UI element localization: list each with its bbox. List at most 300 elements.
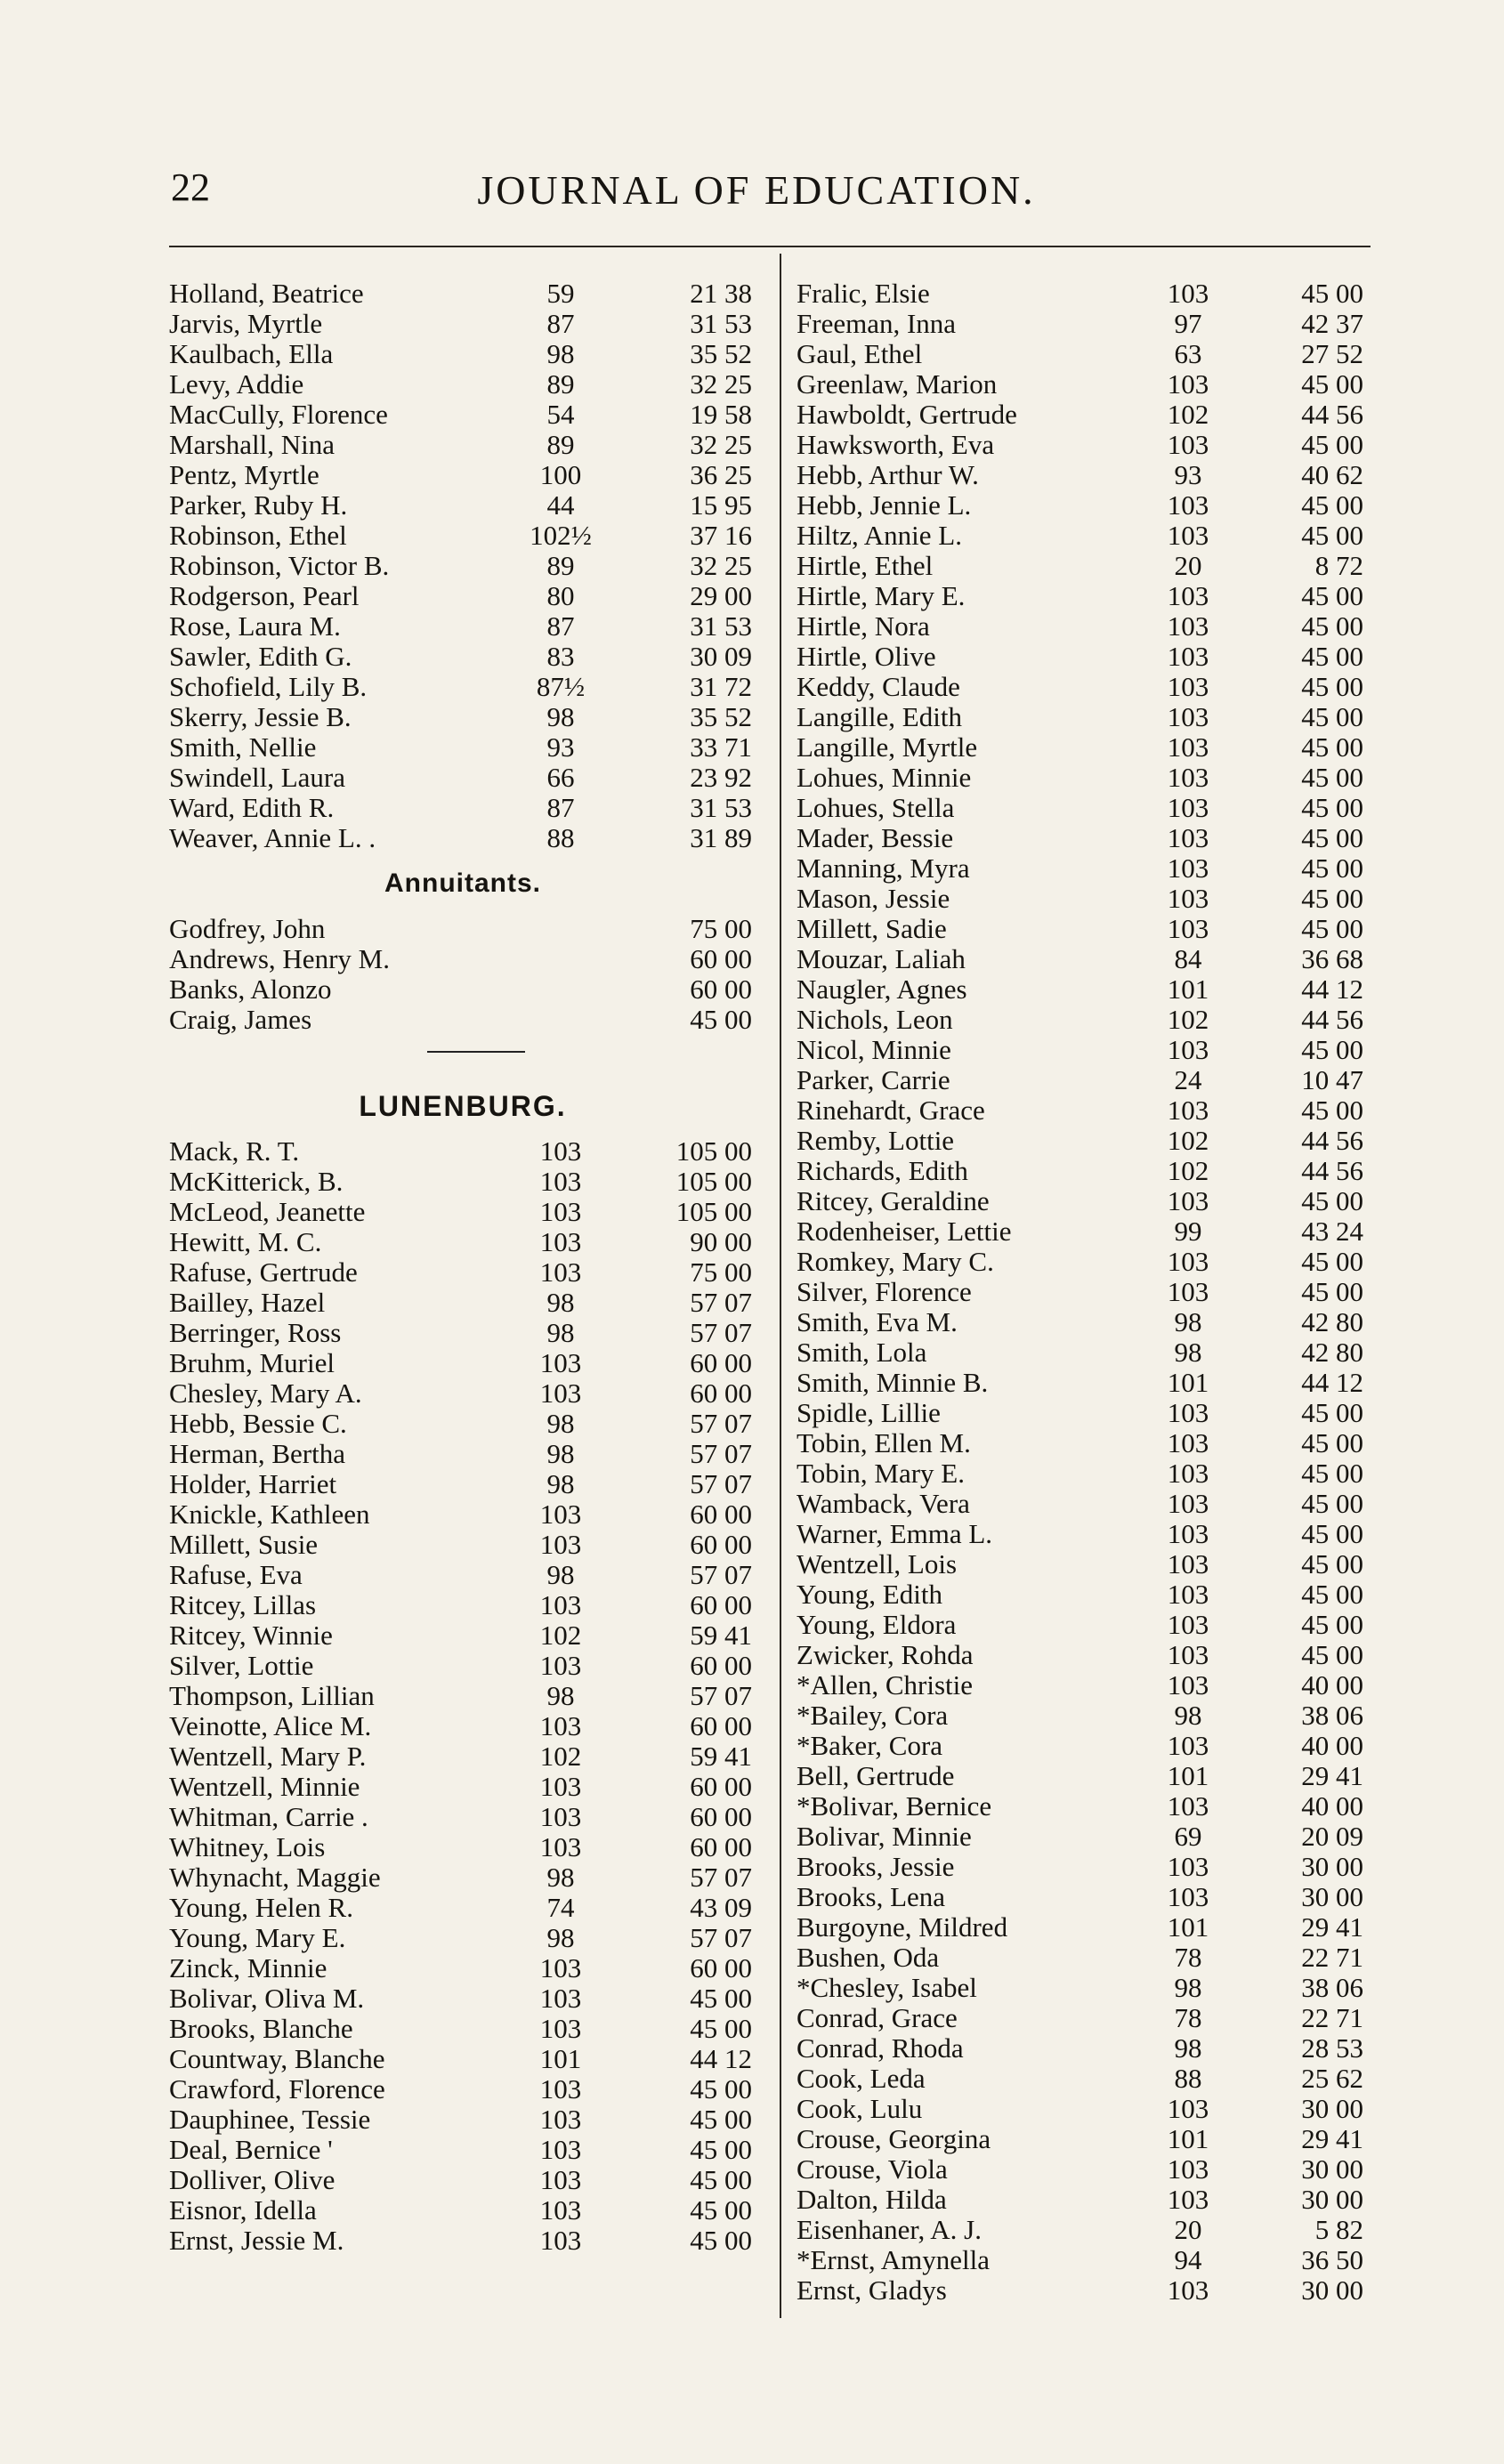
list-item (788, 1095, 1366, 1126)
days-taught: 103 (1167, 429, 1209, 460)
teacher-name: Nichols, Leon (796, 1004, 953, 1035)
list-item (788, 2185, 1366, 2215)
teacher-name: Brooks, Lena (796, 1881, 946, 1912)
list-item (160, 521, 765, 551)
days-taught: 103 (539, 1831, 582, 1862)
teacher-name: Hirtle, Nora (796, 610, 930, 642)
list-item (788, 2154, 1366, 2185)
list-item (160, 460, 765, 490)
days-taught: 87½ (536, 671, 586, 702)
amount-paid: 45 00 (690, 1004, 752, 1035)
amount-paid: 90 00 (690, 1226, 752, 1257)
teacher-name: Mader, Bessie (796, 822, 954, 853)
teacher-name: Richards, Edith (796, 1155, 968, 1186)
amount-paid: 45 00 (1301, 883, 1363, 914)
list-item (160, 1378, 765, 1409)
amount-paid: 57 07 (690, 1287, 752, 1318)
amount-paid: 45 00 (690, 2225, 752, 2256)
list-item (160, 1499, 765, 1530)
list-item (160, 2014, 765, 2044)
teacher-name: Rafuse, Eva (169, 1559, 303, 1590)
list-item (160, 2226, 765, 2256)
amount-paid: 30 00 (1301, 2184, 1363, 2215)
amount-paid: 45 00 (1301, 1397, 1363, 1428)
days-taught: 103 (1167, 1095, 1209, 1126)
teacher-name: Hirtle, Mary E. (796, 580, 966, 611)
right-list (788, 279, 1366, 2306)
amount-paid: 30 00 (1301, 1851, 1363, 1882)
running-title: JOURNAL OF EDUCATION. (477, 167, 1036, 213)
list-item (160, 1681, 765, 1711)
amount-paid: 45 00 (1301, 278, 1363, 309)
list-item (160, 309, 765, 339)
days-taught: 88 (1174, 2063, 1202, 2094)
days-taught: 103 (1167, 1579, 1209, 1610)
teacher-name: Ritcey, Lillas (169, 1589, 317, 1620)
days-taught: 94 (1174, 2244, 1202, 2275)
teacher-name: Ritcey, Geraldine (796, 1185, 990, 1216)
days-taught: 98 (546, 1438, 575, 1469)
list-item (788, 521, 1366, 551)
list-item (788, 1912, 1366, 1943)
days-taught: 103 (539, 1226, 582, 1257)
teacher-name: Conrad, Rhoda (796, 2032, 964, 2064)
amount-paid: 45 00 (690, 2194, 752, 2226)
amount-paid: 45 00 (1301, 913, 1363, 944)
amount-paid: 60 00 (690, 1771, 752, 1802)
list-item (160, 490, 765, 521)
days-taught: 103 (1167, 1488, 1209, 1519)
days-taught: 103 (1167, 1790, 1209, 1822)
days-taught: 103 (1167, 822, 1209, 853)
list-item (788, 2124, 1366, 2154)
list-item (160, 369, 765, 400)
days-taught: 99 (1174, 1216, 1202, 1247)
days-taught: 102½ (530, 520, 592, 551)
list-item (160, 2195, 765, 2226)
amount-paid: 36 68 (1301, 943, 1363, 974)
amount-paid: 31 72 (690, 671, 752, 702)
amount-paid: 45 00 (1301, 1185, 1363, 1216)
list-item (788, 823, 1366, 853)
amount-paid: 60 00 (690, 1831, 752, 1862)
teacher-name: Conrad, Grace (796, 2002, 958, 2033)
days-taught: 101 (1167, 1760, 1209, 1791)
list-item (788, 1761, 1366, 1791)
days-taught: 103 (1167, 1427, 1209, 1458)
amount-paid: 23 92 (690, 762, 752, 793)
list-item (160, 914, 765, 944)
days-taught: 103 (1167, 671, 1209, 702)
teacher-name: Whynacht, Maggie (169, 1862, 381, 1893)
teacher-name: Pentz, Myrtle (169, 459, 319, 490)
teacher-name: Lohues, Stella (796, 792, 955, 823)
teacher-name: Warner, Emma L. (796, 1518, 993, 1549)
list-item (788, 2003, 1366, 2033)
days-taught: 103 (1167, 913, 1209, 944)
list-item (788, 1126, 1366, 1156)
amount-paid: 27 52 (1301, 338, 1363, 369)
amount-paid: 40 00 (1301, 1790, 1363, 1822)
teacher-name: Dolliver, Olive (169, 2164, 336, 2195)
teacher-name: Sawler, Edith G. (169, 641, 352, 672)
teacher-name: Banks, Alonzo (169, 973, 332, 1005)
amount-paid: 42 37 (1301, 308, 1363, 339)
amount-paid: 45 00 (1301, 1518, 1363, 1549)
amount-paid: 44 56 (1301, 1004, 1363, 1035)
left-column (160, 279, 765, 2256)
amount-paid: 60 00 (690, 1529, 752, 1560)
teacher-name: Mouzar, Laliah (796, 943, 966, 974)
amount-paid: 45 00 (1301, 762, 1363, 793)
teacher-name: Parker, Carrie (796, 1064, 950, 1095)
days-taught: 101 (1167, 1911, 1209, 1943)
teacher-name: Parker, Ruby H. (169, 489, 348, 521)
list-item (788, 1005, 1366, 1035)
days-taught: 20 (1174, 550, 1202, 581)
teacher-name: Bruhm, Muriel (169, 1347, 335, 1378)
list-item (160, 2044, 765, 2074)
list-item (788, 1035, 1366, 1065)
amount-paid: 43 24 (1301, 1216, 1363, 1247)
amount-paid: 45 00 (1301, 822, 1363, 853)
amount-paid: 57 07 (690, 1922, 752, 1953)
list-item (788, 1701, 1366, 1731)
teacher-name: Brooks, Blanche (169, 2013, 353, 2044)
amount-paid: 42 80 (1301, 1337, 1363, 1368)
teacher-name: Deal, Bernice ' (169, 2134, 333, 2165)
amount-paid: 45 00 (1301, 792, 1363, 823)
teacher-name: Millett, Sadie (796, 913, 947, 944)
list-item (788, 1882, 1366, 1912)
list-item (160, 1983, 765, 2014)
list-item (788, 1791, 1366, 1822)
amount-paid: 45 00 (1301, 1034, 1363, 1065)
amount-paid: 60 00 (690, 973, 752, 1005)
days-taught: 103 (1167, 2093, 1209, 2124)
teacher-name: Fralic, Elsie (796, 278, 930, 309)
days-taught: 102 (1167, 399, 1209, 430)
list-item (788, 944, 1366, 974)
amount-paid: 60 00 (690, 1801, 752, 1832)
amount-paid: 45 00 (1301, 1427, 1363, 1458)
days-taught: 103 (1167, 1881, 1209, 1912)
list-item (788, 1428, 1366, 1458)
amount-paid: 38 06 (1301, 1700, 1363, 1731)
list-item (788, 1852, 1366, 1882)
list-item (160, 702, 765, 732)
days-taught: 44 (546, 489, 575, 521)
amount-paid: 45 00 (690, 2073, 752, 2104)
teacher-name: Bell, Gertrude (796, 1760, 955, 1791)
teacher-name: Skerry, Jessie B. (169, 701, 352, 732)
list-item (160, 1923, 765, 1953)
page-header (160, 156, 1353, 227)
page-number: 22 (171, 166, 210, 209)
days-taught: 102 (1167, 1125, 1209, 1156)
teacher-name: Jarvis, Myrtle (169, 308, 323, 339)
days-taught: 103 (1167, 1851, 1209, 1882)
column-divider (780, 254, 781, 2318)
teacher-name: Tobin, Ellen M. (796, 1427, 971, 1458)
list-item (160, 763, 765, 793)
lunenburg-list (160, 1136, 765, 2256)
days-taught: 103 (1167, 1185, 1209, 1216)
days-taught: 103 (1167, 610, 1209, 642)
list-item (160, 2074, 765, 2104)
teacher-name: Smith, Minnie B. (796, 1367, 989, 1398)
amount-paid: 28 53 (1301, 2032, 1363, 2064)
days-taught: 103 (1167, 2153, 1209, 2185)
amount-paid: 15 95 (690, 489, 752, 521)
amount-paid: 42 80 (1301, 1306, 1363, 1337)
days-taught: 103 (1167, 580, 1209, 611)
teacher-name: Wentzell, Lois (796, 1548, 958, 1579)
amount-paid: 60 00 (690, 1499, 752, 1530)
days-taught: 98 (1174, 2032, 1202, 2064)
days-taught: 103 (1167, 883, 1209, 914)
days-taught: 98 (1174, 1306, 1202, 1337)
list-item (788, 1337, 1366, 1368)
amount-paid: 45 00 (1301, 1488, 1363, 1519)
days-taught: 103 (1167, 1458, 1209, 1489)
days-taught: 98 (546, 1287, 575, 1318)
list-item (788, 2064, 1366, 2094)
amount-paid: 45 00 (1301, 489, 1363, 521)
amount-paid: 45 00 (1301, 1579, 1363, 1610)
teacher-name: Berringer, Ross (169, 1317, 342, 1348)
amount-paid: 19 58 (690, 399, 752, 430)
days-taught: 24 (1174, 1064, 1202, 1095)
days-taught: 93 (546, 731, 575, 763)
list-item (788, 884, 1366, 914)
teacher-name: Knickle, Kathleen (169, 1499, 370, 1530)
list-item (788, 672, 1366, 702)
amount-paid: 45 00 (1301, 1246, 1363, 1277)
days-taught: 103 (1167, 368, 1209, 400)
list-item (160, 1802, 765, 1832)
days-taught: 84 (1174, 943, 1202, 974)
list-item (788, 974, 1366, 1005)
amount-paid: 45 00 (690, 1983, 752, 2014)
teacher-name: Rafuse, Gertrude (169, 1256, 358, 1288)
amount-paid: 30 00 (1301, 2093, 1363, 2124)
days-taught: 103 (539, 2013, 582, 2044)
amount-paid: 38 06 (1301, 1972, 1363, 2003)
days-taught: 69 (1174, 1821, 1202, 1852)
teacher-name: Mason, Jessie (796, 883, 950, 914)
days-taught: 103 (1167, 1669, 1209, 1701)
list-item (160, 1711, 765, 1741)
days-taught: 103 (1167, 1609, 1209, 1640)
teacher-name: Cook, Lulu (796, 2093, 923, 2124)
list-item (788, 2033, 1366, 2064)
list-item (160, 1620, 765, 1651)
days-taught: 103 (1167, 852, 1209, 884)
amount-paid: 40 00 (1301, 1730, 1363, 1761)
teacher-name: Veinotte, Alice M. (169, 1710, 372, 1741)
teacher-name: Greenlaw, Marion (796, 368, 998, 400)
amount-paid: 45 00 (690, 2134, 752, 2165)
teacher-name: McLeod, Jeanette (169, 1196, 366, 1227)
list-item (788, 1579, 1366, 1610)
list-item (160, 1257, 765, 1288)
list-item (788, 430, 1366, 460)
teacher-name: Crouse, Viola (796, 2153, 948, 2185)
teacher-name: Hebb, Bessie C. (169, 1408, 347, 1439)
list-item (788, 1065, 1366, 1095)
teacher-name: Dalton, Hilda (796, 2184, 947, 2215)
amount-paid: 45 00 (1301, 1639, 1363, 1670)
amount-paid: 75 00 (690, 1256, 752, 1288)
list-item (788, 1156, 1366, 1186)
list-item (160, 1530, 765, 1560)
teacher-name: Bolivar, Oliva M. (169, 1983, 365, 2014)
teacher-name: *Chesley, Isabel (796, 1972, 977, 2003)
right-column (788, 279, 1366, 2306)
days-taught: 20 (1174, 2214, 1202, 2245)
list-item (788, 1489, 1366, 1519)
days-taught: 98 (546, 1680, 575, 1711)
teacher-name: Young, Eldora (796, 1609, 957, 1640)
teacher-name: Marshall, Nina (169, 429, 335, 460)
list-item (788, 732, 1366, 763)
list-item (788, 611, 1366, 642)
teacher-name: Hiltz, Annie L. (796, 520, 962, 551)
list-item (160, 1741, 765, 1772)
list-item (788, 914, 1366, 944)
days-taught: 80 (546, 580, 575, 611)
annuitants-heading: Annuitants. (384, 868, 541, 898)
days-taught: 103 (1167, 1276, 1209, 1307)
amount-paid: 45 00 (1301, 610, 1363, 642)
teacher-name: Dauphinee, Tessie (169, 2104, 371, 2135)
days-taught: 103 (539, 1135, 582, 1167)
days-taught: 101 (539, 2043, 582, 2074)
days-taught: 78 (1174, 1942, 1202, 1973)
left-list-group1 (160, 279, 765, 853)
amount-paid: 45 00 (1301, 1276, 1363, 1307)
teacher-name: Langille, Myrtle (796, 731, 978, 763)
list-item (160, 732, 765, 763)
amount-paid: 57 07 (690, 1317, 752, 1348)
teacher-name: Millett, Susie (169, 1529, 319, 1560)
teacher-name: Craig, James (169, 1004, 312, 1035)
teacher-name: Silver, Florence (796, 1276, 972, 1307)
list-item (160, 1832, 765, 1862)
amount-paid: 31 53 (690, 792, 752, 823)
teacher-name: Silver, Lottie (169, 1650, 314, 1681)
days-taught: 103 (539, 2104, 582, 2135)
list-item (788, 702, 1366, 732)
days-taught: 103 (539, 1650, 582, 1681)
teacher-name: Hawboldt, Gertrude (796, 399, 1017, 430)
days-taught: 103 (539, 1589, 582, 1620)
list-item (160, 1893, 765, 1923)
teacher-name: Romkey, Mary C. (796, 1246, 994, 1277)
list-item (788, 1216, 1366, 1247)
list-item (788, 400, 1366, 430)
teacher-name: Bushen, Oda (796, 1942, 940, 1973)
days-taught: 97 (1174, 308, 1202, 339)
teacher-name: Wentzell, Mary P. (169, 1741, 367, 1772)
teacher-name: *Bolivar, Bernice (796, 1790, 992, 1822)
list-item (160, 672, 765, 702)
days-taught: 89 (546, 368, 575, 400)
days-taught: 103 (539, 2225, 582, 2256)
amount-paid: 57 07 (690, 1408, 752, 1439)
days-taught: 103 (1167, 762, 1209, 793)
list-item (160, 2135, 765, 2165)
list-item (788, 1307, 1366, 1337)
amount-paid: 37 16 (690, 520, 752, 551)
amount-paid: 35 52 (690, 338, 752, 369)
amount-paid: 30 00 (1301, 1881, 1363, 1912)
header-rule (169, 246, 1371, 247)
days-taught: 98 (1174, 1337, 1202, 1368)
days-taught: 103 (1167, 641, 1209, 672)
list-item (160, 1227, 765, 1257)
teacher-name: Langille, Edith (796, 701, 962, 732)
teacher-name: Ernst, Jessie M. (169, 2225, 344, 2256)
list-item (160, 1862, 765, 1893)
list-item (160, 430, 765, 460)
amount-paid: 22 71 (1301, 1942, 1363, 1973)
list-item (160, 1005, 765, 1035)
amount-paid: 44 12 (690, 2043, 752, 2074)
days-taught: 102 (1167, 1004, 1209, 1035)
days-taught: 83 (546, 641, 575, 672)
teacher-name: Hirtle, Olive (796, 641, 936, 672)
amount-paid: 57 07 (690, 1680, 752, 1711)
list-item (160, 339, 765, 369)
amount-paid: 60 00 (690, 1377, 752, 1409)
list-item (160, 1651, 765, 1681)
days-taught: 98 (546, 1468, 575, 1499)
list-item (788, 1943, 1366, 1973)
days-taught: 103 (539, 1166, 582, 1197)
teacher-name: Bailley, Hazel (169, 1287, 326, 1318)
amount-paid: 45 00 (1301, 1548, 1363, 1579)
days-taught: 103 (1167, 731, 1209, 763)
teacher-name: Naugler, Agnes (796, 973, 967, 1005)
amount-paid: 25 62 (1301, 2063, 1363, 2094)
amount-paid: 45 00 (1301, 701, 1363, 732)
teacher-name: Hawksworth, Eva (796, 429, 995, 460)
teacher-name: Young, Mary E. (169, 1922, 346, 1953)
teacher-name: Eisenhaner, A. J. (796, 2214, 982, 2245)
days-taught: 88 (546, 822, 575, 853)
list-item (160, 1439, 765, 1469)
days-taught: 102 (1167, 1155, 1209, 1186)
days-taught: 66 (546, 762, 575, 793)
amount-paid: 60 00 (690, 1710, 752, 1741)
days-taught: 87 (546, 610, 575, 642)
amount-paid: 35 52 (690, 701, 752, 732)
teacher-name: Andrews, Henry M. (169, 943, 390, 974)
amount-paid: 31 89 (690, 822, 752, 853)
days-taught: 103 (539, 1499, 582, 1530)
teacher-name: Holder, Harriet (169, 1468, 337, 1499)
teacher-name: Young, Edith (796, 1579, 942, 1610)
days-taught: 87 (546, 792, 575, 823)
list-item (788, 1640, 1366, 1670)
list-item (788, 1822, 1366, 1852)
teacher-name: Swindell, Laura (169, 762, 346, 793)
days-taught: 103 (1167, 1730, 1209, 1761)
list-item (788, 309, 1366, 339)
list-item (788, 763, 1366, 793)
